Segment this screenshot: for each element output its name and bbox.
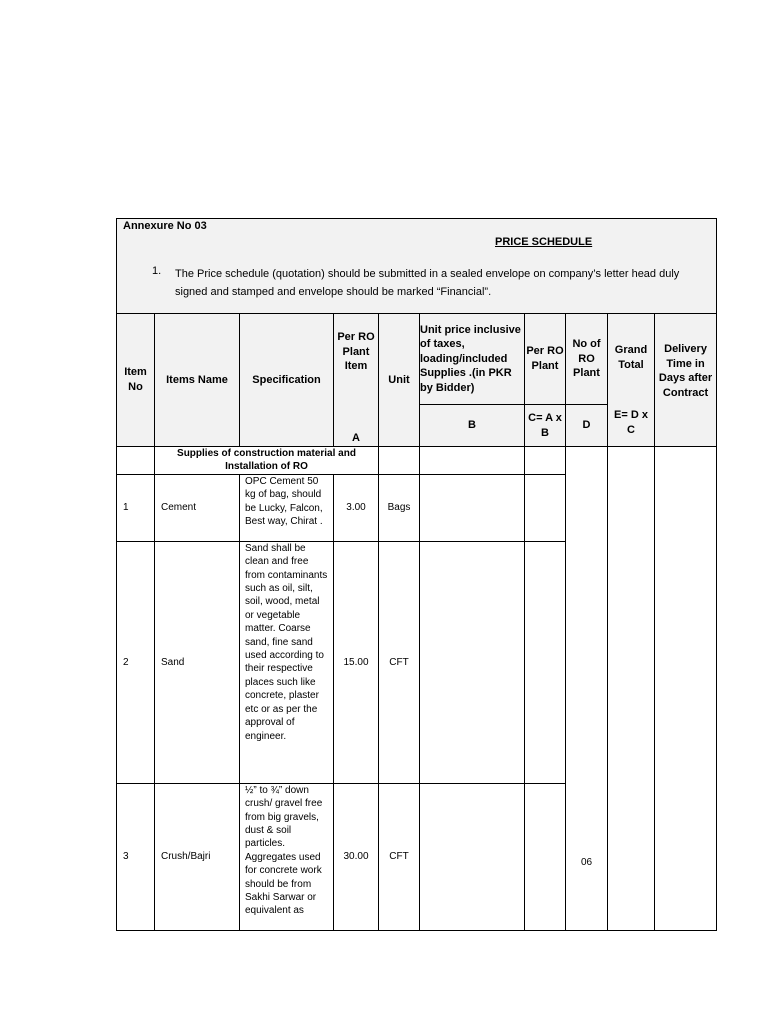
no-of-ro-plant-number: 06 [580, 857, 593, 869]
row-specification: ½” to ¾” down crush/ gravel free from big gravels, dust & soil particles. Aggregates used for concrete work should be from Sakhi Sarwar or equivalent as [245, 784, 323, 917]
header-delivery-time: Delivery Time in Days after Contract [655, 314, 717, 447]
row-unit: CFT [379, 783, 420, 930]
row-unit-price [420, 474, 525, 541]
header-item-no: Item No [117, 314, 155, 447]
delivery-time-cell [655, 447, 717, 931]
row-per-ro-plant [525, 474, 566, 541]
header-code-e: E= D x C [614, 409, 648, 436]
row-unit-price [420, 783, 525, 930]
section-row [117, 447, 717, 475]
row-item-name: Sand [155, 541, 240, 783]
row-item-name: Cement [155, 474, 240, 541]
row-specification: Sand shall be clean and free from contaminants such as oil, silt, soil, wood, metal or vegetable matter. Coarse sand, fine sand used according to their respective places such like concrete, plaster etc or as per the approval of engineer. [240, 541, 334, 783]
row-quantity: 15.00 [334, 541, 379, 783]
header-items-name: Items Name [155, 314, 240, 447]
row-unit-price [420, 541, 525, 783]
header-no-of-ro-plant: No of RO Plant [566, 314, 608, 405]
note-text: The Price schedule (quotation) should be submitted in a sealed envelope on company’s letter head duly signed and stamped and envelope should be marked “Financial”. [175, 268, 680, 298]
schedule-title: PRICE SCHEDULE [495, 236, 593, 248]
price-schedule-table [116, 218, 717, 931]
row-unit: Bags [379, 474, 420, 541]
row-item-name: Crush/Bajri [155, 783, 240, 930]
header-per-ro-plant-item-label: Per RO Plant Item [337, 331, 375, 373]
row-per-ro-plant [525, 541, 566, 783]
header-grand-total [608, 314, 655, 447]
header-per-ro-plant: Per RO Plant [525, 314, 566, 405]
row-per-ro-plant [525, 783, 566, 930]
header-per-ro-plant-item [334, 314, 379, 447]
no-of-ro-plant-value [566, 447, 608, 931]
header-code-c: C= A x B [525, 405, 566, 447]
row-item-no: 1 [117, 474, 155, 541]
annexure-label: Annexure No 03 [123, 220, 207, 232]
header-code-d: D [566, 405, 608, 447]
row-item-no: 2 [117, 541, 155, 783]
header-unit: Unit [379, 314, 420, 447]
header-specification: Specification [240, 314, 334, 447]
row-quantity: 3.00 [334, 474, 379, 541]
grand-total-cell [608, 447, 655, 931]
row-quantity: 30.00 [334, 783, 379, 930]
row-item-no: 3 [117, 783, 155, 930]
annexure-header [117, 219, 717, 314]
row-unit: CFT [379, 541, 420, 783]
note-number: 1. [152, 265, 162, 277]
header-code-b: B [420, 405, 525, 447]
section-title: Supplies of construction material and Installation of RO [155, 447, 379, 475]
header-unit-price: Unit price inclusive of taxes, loading/included Supplies .(in PKR by Bidder) [420, 314, 525, 405]
header-code-a: A [352, 432, 360, 445]
row-specification: OPC Cement 50 kg of bag, should be Lucky, Falcon, Best way, Chirat . [240, 474, 334, 541]
header-grand-total-label: Grand Total [614, 344, 648, 371]
